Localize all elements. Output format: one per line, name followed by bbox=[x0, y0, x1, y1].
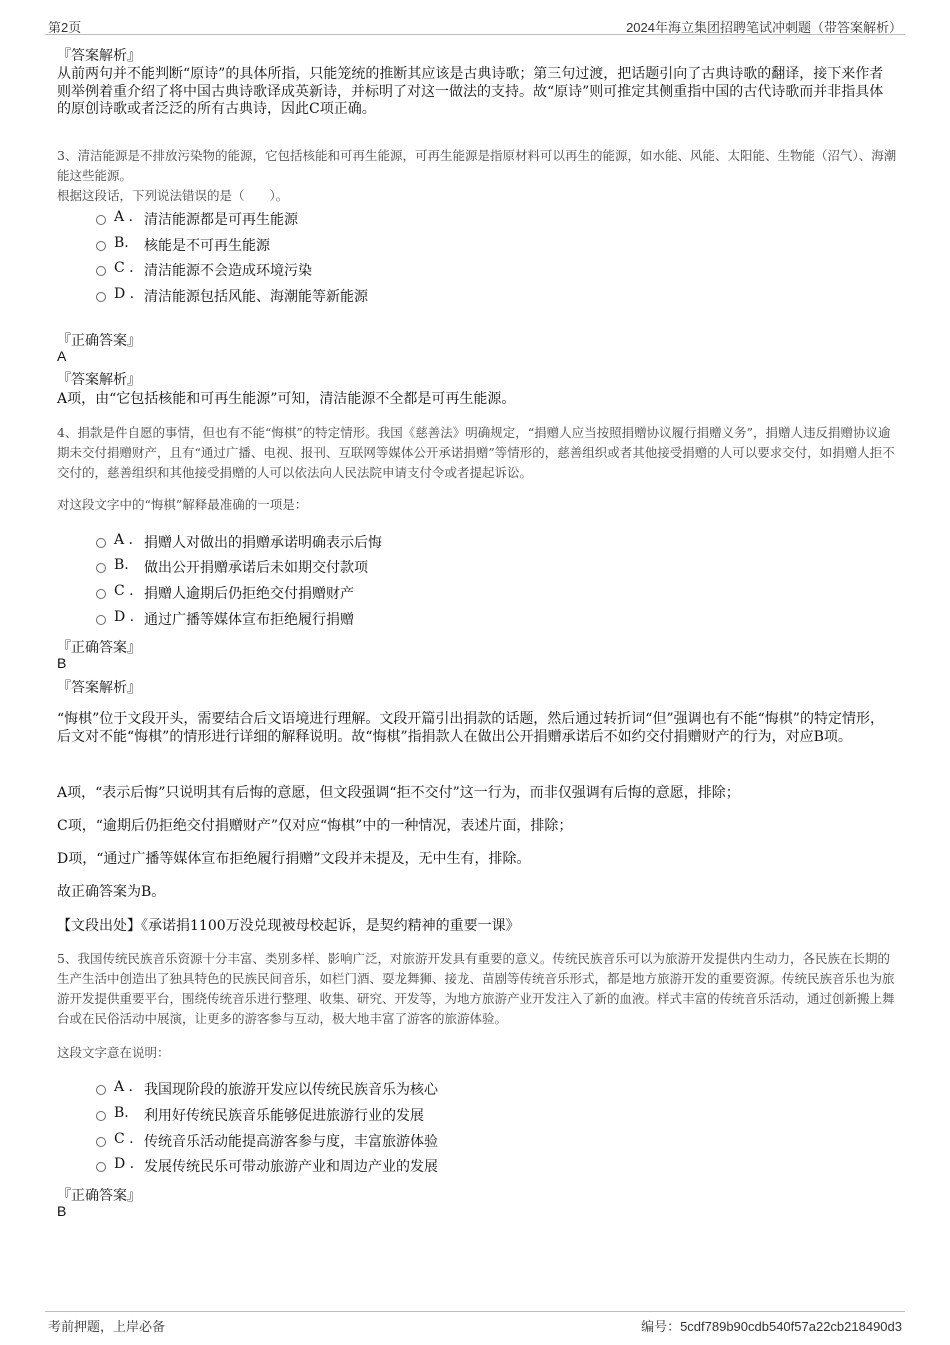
radio-icon[interactable] bbox=[96, 1137, 106, 1147]
q4-stem: 4、捐款是件自愿的事情，但也有不能“悔棋”的特定情形。我国《慈善法》明确规定，“捐赠人应当按照捐赠协议履行捐赠义务”，捐赠人违反捐赠协议逾期未交付捐赠财产，且有“通过广播、电视、报刊、互联网等媒体公开承诺捐赠”等情形的，慈善组织或者其他接受捐赠的人可以要求交付，如捐赠人拒不交付的，慈善组织和其他接受捐赠的人可以依法向人民法院申请支付令或者提起诉讼。 bbox=[57, 425, 895, 480]
q3-prompt: 根据这段话，下列说法错误的是（ ）。 bbox=[57, 188, 289, 203]
footer-slogan: 考前押题，上岸必备 bbox=[48, 1319, 166, 1334]
top-analysis-text: 从前两句并不能判断“原诗”的具体所指，只能笼统的推断其应该是古典诗歌；第三句过渡，把话题引向了古典诗歌的翻译，接下来作者则举例着重介绍了将中国古典诗歌译成英新诗，并标明了对这一做法的支持。故“原诗”则可推定其侧重指中国的古代诗歌而并非指具体的原创诗歌或者泛泛的所有古典诗，因此C项正确。 bbox=[57, 66, 884, 117]
q5-prompt: 这段文字意在说明： bbox=[57, 1045, 170, 1060]
q5-answer-label: 『正确答案』 bbox=[57, 1188, 141, 1204]
q4-analysis-p1: “悔棋”位于文段开头，需要结合后文语境进行理解。文段开篇引出捐款的话题，然后通过转折词“但”强调也有不能“悔棋”的特定情形，后文对不能“悔棋”的情形进行详细的解释说明。故“悔棋”指捐款人在做出公开捐赠承诺后不如约交付捐赠财产的行为，对应B项。 bbox=[57, 711, 884, 745]
radio-icon[interactable] bbox=[96, 1111, 106, 1121]
radio-icon[interactable] bbox=[96, 266, 106, 276]
document-id: 编号：5cdf789b90cdb540f57a22cb218490d3 bbox=[641, 1319, 902, 1334]
radio-icon[interactable] bbox=[96, 538, 106, 548]
q4-analysis-p2: A项，“表示后悔”只说明其有后悔的意愿，但文段强调“拒不交付”这一行为，而非仅强调有后悔的意愿，排除； bbox=[57, 785, 740, 801]
page-footer bbox=[45, 1311, 905, 1336]
q3-analysis-label: 『答案解析』 bbox=[57, 372, 141, 388]
radio-icon[interactable] bbox=[96, 1085, 106, 1095]
page-number: 第2页 bbox=[48, 20, 82, 35]
q3-stem: 3、清洁能源是不排放污染物的能源，它包括核能和可再生能源，可再生能源是指原材料可以再生的能源，如水能、风能、太阳能、生物能（沼气）、海潮能这些能源。 bbox=[57, 148, 897, 183]
radio-icon[interactable] bbox=[96, 215, 106, 225]
q4-source: 【文段出处】《承诺捐1100万没兑现被母校起诉，是契约精神的重要一课》 bbox=[57, 918, 520, 934]
q5-answer: B bbox=[57, 1203, 67, 1219]
q4-analysis-p5: 故正确答案为B。 bbox=[57, 884, 166, 900]
document-title: 2024年海立集团招聘笔试冲刺题（带答案解析） bbox=[626, 20, 902, 35]
q3-answer-label: 『正确答案』 bbox=[57, 333, 141, 349]
top-analysis-label: 『答案解析』 bbox=[57, 48, 141, 64]
radio-icon[interactable] bbox=[96, 589, 106, 599]
q4-answer-label: 『正确答案』 bbox=[57, 640, 141, 656]
q4-analysis-p3: C项，“逾期后仍拒绝交付捐赠财产”仅对应“悔棋”中的一种情况，表述片面，排除； bbox=[57, 818, 573, 834]
q4-answer: B bbox=[57, 655, 67, 671]
q4-prompt: 对这段文字中的“悔棋”解释最准确的一项是： bbox=[57, 497, 308, 512]
q3-analysis: A项，由“它包括核能和可再生能源”可知，清洁能源不全都是可再生能源。 bbox=[57, 391, 516, 407]
radio-icon[interactable] bbox=[96, 563, 106, 573]
radio-icon[interactable] bbox=[96, 241, 106, 251]
radio-icon[interactable] bbox=[96, 1162, 106, 1172]
q4-analysis-p4: D项，“通过广播等媒体宣布拒绝履行捐赠”文段并未提及，无中生有，排除。 bbox=[57, 851, 531, 867]
q5-stem: 5、我国传统民族音乐资源十分丰富、类别多样、影响广泛，对旅游开发具有重要的意义。传统民族音乐可以为旅游开发提供内生动力，各民族在长期的生产生活中创造出了独具特色的民族民间音乐，如栏门酒、耍龙舞狮、接龙、苗剧等传统音乐形式，都是地方旅游开发的重要资源。传统民族音乐也为旅游开发提供重要平台，围绕传统音乐进行整理、收集、研究、开发等，为地方旅游产业开发注入了新的血液。样式丰富的传统音乐活动，通过创新搬上舞台或在民俗活动中展演，让更多的游客参与互动，极大地丰富了游客的旅游体验。 bbox=[57, 951, 895, 1026]
radio-icon[interactable] bbox=[96, 292, 106, 302]
radio-icon[interactable] bbox=[96, 615, 106, 625]
q4-analysis-label: 『答案解析』 bbox=[57, 680, 141, 696]
page-header bbox=[45, 14, 905, 35]
q3-answer: A bbox=[57, 348, 67, 364]
